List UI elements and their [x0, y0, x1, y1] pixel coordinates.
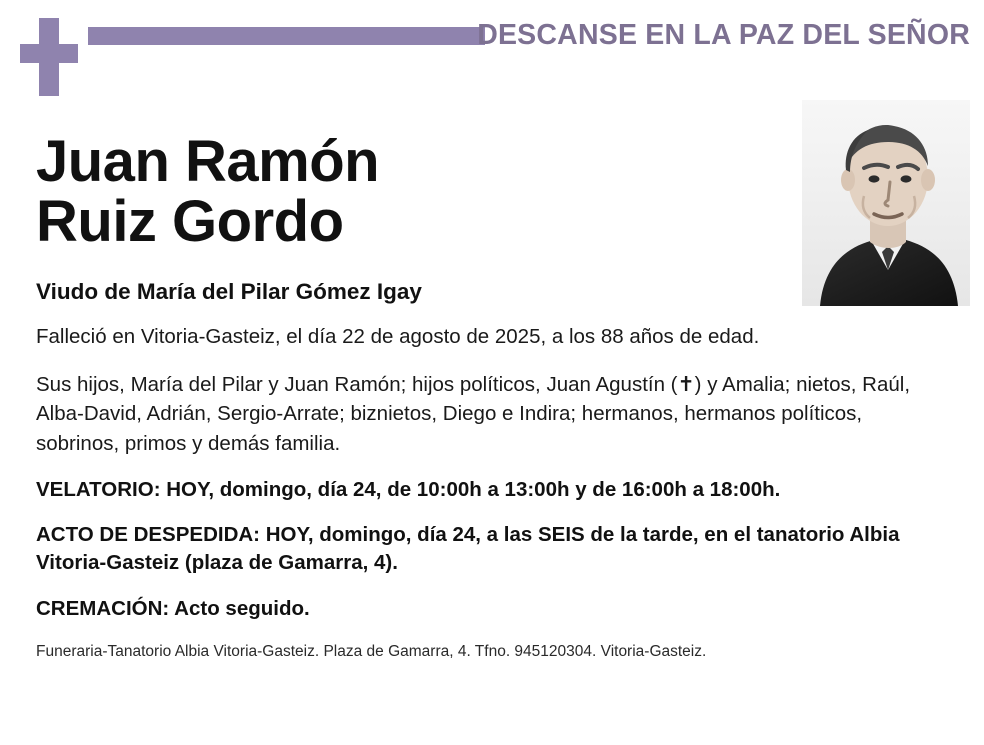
page-title: [36, 96, 656, 253]
header-banner-text: DESCANSE EN LA PAZ DEL SEÑOR: [477, 19, 970, 51]
cross-icon: [20, 18, 78, 96]
death-details: Falleció en Vitoria-Gasteiz, el día 22 de agosto de 2025, a los 88 años de edad.: [36, 324, 760, 348]
service-cremacion: CREMACIÓN: Acto seguido.: [36, 596, 310, 620]
deceased-name-line-1: Juan Ramón: [36, 129, 380, 194]
header-band: [0, 0, 984, 96]
header-rule: [88, 27, 485, 45]
service-acto-de-despedida: ACTO DE DESPEDIDA: HOY, domingo, día 24, a las SEIS de la tarde, en el tanatorio Albia Vitoria-Gasteiz (plaza de Gamarra, 4).: [36, 523, 900, 574]
funeral-home-info: Funeraria-Tanatorio Albia Vitoria-Gasteiz. Plaza de Gamarra, 4. Tfno. 945120304. Vitoria-Gasteiz.: [36, 643, 707, 661]
deceased-name-line-2: Ruiz Gordo: [36, 189, 344, 255]
service-velatorio: VELATORIO: HOY, domingo, día 24, de 10:00h a 13:00h y de 16:00h a 18:00h.: [36, 477, 781, 501]
portrait-photo: [802, 100, 970, 306]
obituary-content: [0, 96, 984, 662]
spouse-line: Viudo de María del Pilar Gómez Igay: [36, 278, 422, 304]
surviving-family: Sus hijos, María del Pilar y Juan Ramón; hijos políticos, Juan Agustín (✝) y Amalia; nietos, Raúl, Alba-David, Adrián, Sergio-Arrate; biznietos, Diego e Indira; hermanos, hermanos políticos, sobrinos, primos y demás familia.: [36, 373, 911, 455]
